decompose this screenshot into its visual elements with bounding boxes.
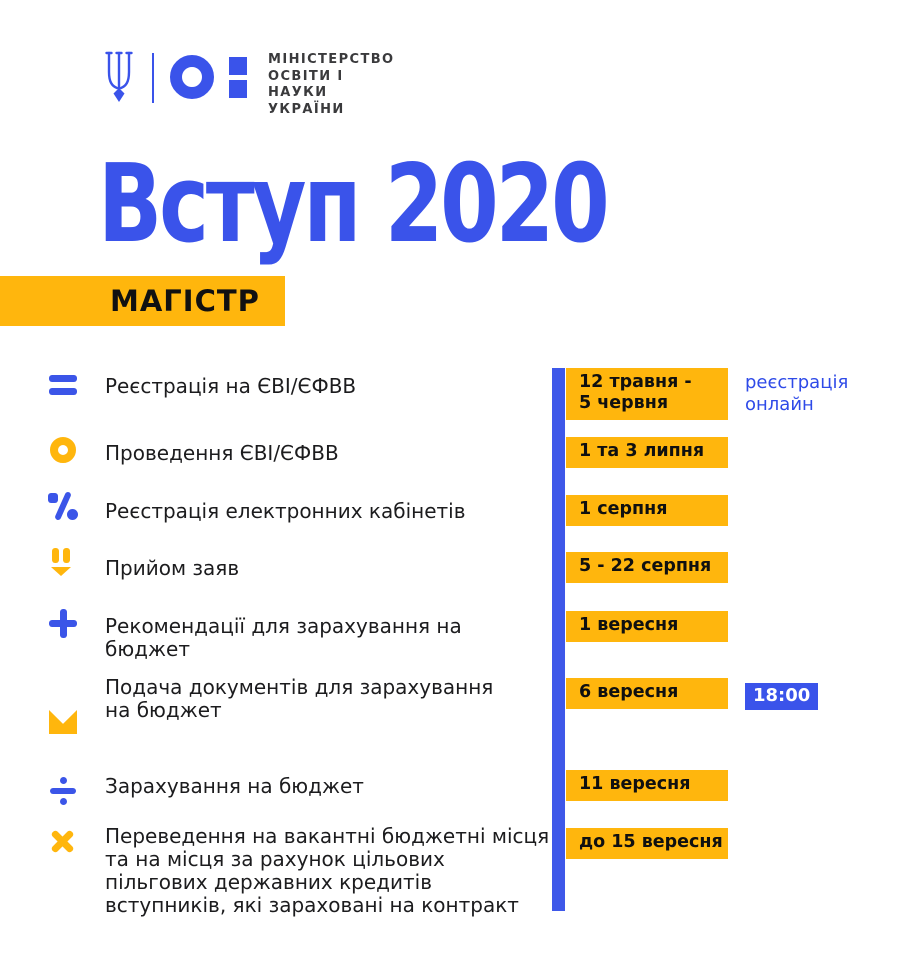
degree-label: МАГІСТР [110, 284, 260, 318]
trident-icon [102, 49, 136, 105]
date-line: 1 серпня [579, 499, 668, 519]
logo-divider [152, 53, 154, 103]
ring-icon [48, 437, 80, 463]
date-badge [566, 611, 728, 642]
timeline-bar [552, 368, 565, 911]
online-registration-note: реєстрація онлайн [745, 372, 849, 415]
timeline-step-label: Подача документів для зарахування на бюджет [105, 675, 494, 722]
timeline-step-label: Прийом заяв [105, 556, 240, 580]
date-line: 11 вересня [579, 774, 691, 794]
timeline-step-label: Рекомендації для зарахування на бюджет [105, 614, 462, 661]
date-line: 1 вересня [579, 615, 679, 635]
ministry-name-line: УКРАЇНИ [268, 101, 345, 117]
date-badge [566, 368, 728, 420]
deadline-time-badge: 18:00 [745, 683, 818, 710]
emblem-square-icon [229, 80, 247, 98]
ministry-name [268, 52, 394, 118]
date-line: 12 травня - [579, 372, 692, 392]
date-badge [566, 770, 728, 801]
date-line: 5 червня [579, 393, 669, 413]
date-badge [566, 828, 728, 859]
date-badge [566, 495, 728, 526]
date-badge [566, 552, 728, 583]
emblem-square-icon [229, 57, 247, 75]
date-badge [566, 437, 728, 468]
date-badge [566, 678, 728, 709]
percent-icon [48, 493, 80, 521]
date-line: 6 вересня [579, 682, 679, 702]
mon-emblem-icon [170, 54, 250, 102]
date-line: до 15 вересня [579, 832, 723, 852]
page-title: Вступ 2020 [98, 142, 607, 267]
degree-banner [0, 276, 285, 326]
timeline-step-label: Переведення на вакантні бюджетні місця та на місця за рахунок цільових пільгових державних кредитів вступників, які зараховані на контракт [105, 824, 550, 917]
ministry-name-line: ОСВІТИ І НАУКИ [268, 68, 344, 100]
timeline-step-label: Реєстрація електронних кабінетів [105, 499, 466, 523]
timeline-step-label: Зарахування на бюджет [105, 774, 364, 798]
timeline-step-label: Проведення ЄВІ/ЄФВВ [105, 441, 339, 465]
timeline-step-label: Реєстрація на ЄВІ/ЄФВВ [105, 374, 357, 398]
emblem-circle-icon [170, 55, 214, 99]
date-line: 1 та 3 липня [579, 441, 705, 461]
ministry-name-line: МІНІСТЕРСТВО [268, 52, 395, 67]
date-line: 5 - 22 серпня [579, 556, 712, 576]
